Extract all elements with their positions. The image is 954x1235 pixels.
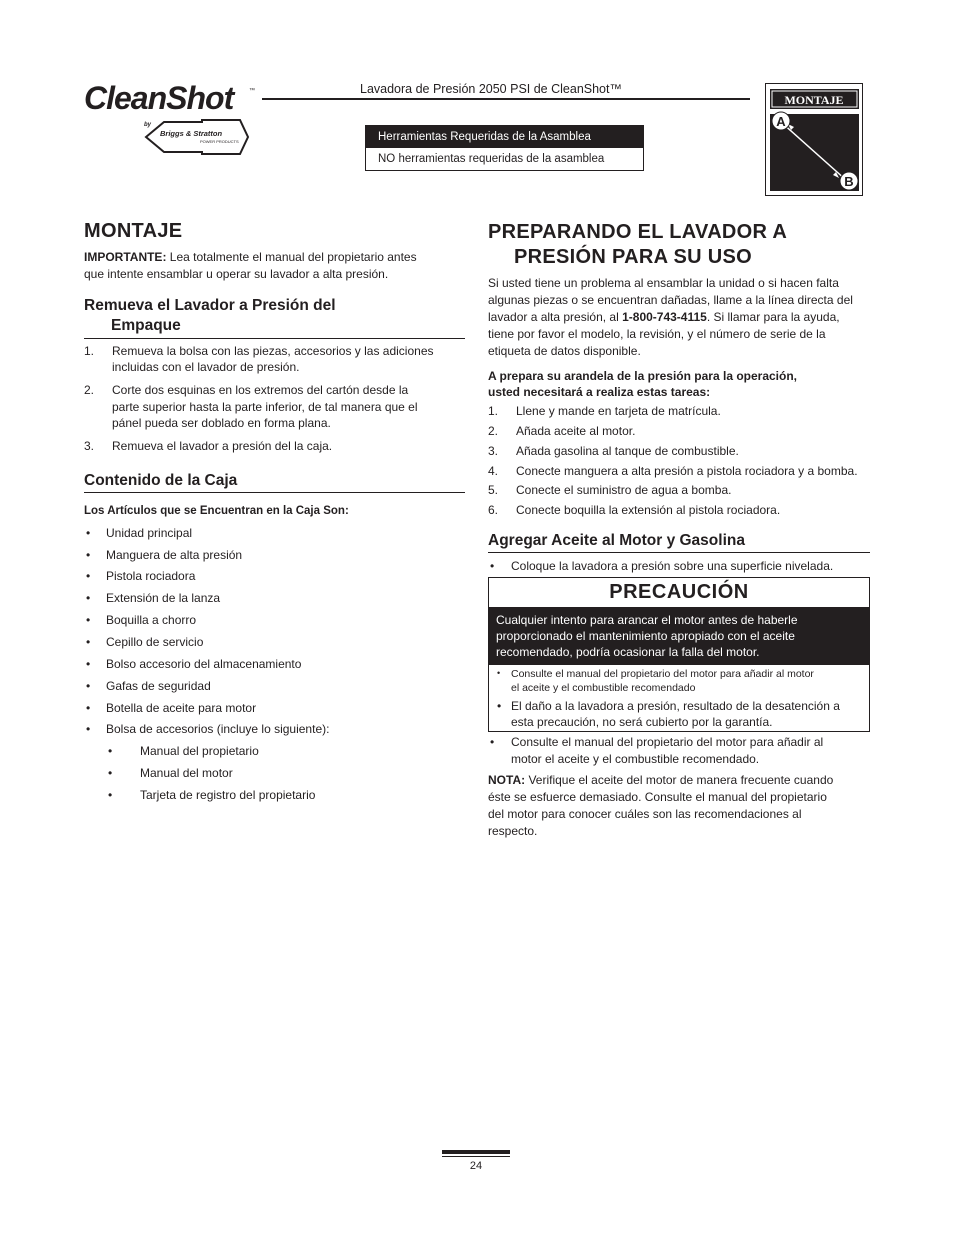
item-4: Extensión de la lanza (106, 591, 221, 605)
item-bullet: • (86, 569, 91, 583)
contents-heading-rule (84, 492, 465, 493)
caution-bullet-2-line-2: esta precaución, no será cubierto por la garantía. (511, 715, 773, 729)
caution-bullet-mark: • (497, 668, 501, 678)
important-label: IMPORTANTE: (84, 250, 167, 264)
point-b-label: B (844, 174, 854, 189)
after-bullet-mark: • (490, 735, 495, 749)
item-bullet: • (86, 526, 91, 540)
subitem-3: Tarjeta de registro del propietario (140, 788, 316, 802)
note-line-2: éste se esfuerce demasiado. Consulte el manual del propietario (488, 790, 827, 804)
contents-heading: Contenido de la Caja (84, 472, 238, 489)
note-text-1: Verifique el aceite del motor de manera frecuente cuando (525, 773, 834, 787)
caution-bullet-mark: • (497, 699, 502, 713)
step-2-line-2: parte superior hasta la parte inferior, de tal manera que el (112, 400, 418, 414)
item-bullet: • (86, 722, 91, 736)
item-3: Pistola rociadora (106, 569, 196, 583)
item-9: Botella de aceite para motor (106, 701, 257, 715)
oil-heading: Agregar Aceite al Motor y Gasolina (488, 532, 745, 549)
step-2-number: 2. (84, 383, 95, 397)
hotline-phone: 1-800-743-4115 (622, 310, 707, 324)
item-8: Gafas de seguridad (106, 679, 211, 693)
intro-line-3a: lavador a alta presión, al (488, 310, 623, 324)
point-a-label: A (776, 114, 786, 129)
montaje-label: MONTAJE (784, 93, 844, 107)
subitem-bullet: • (108, 744, 113, 758)
page-number: 24 (469, 1160, 483, 1172)
tools-heading: Herramientas Requeridas de la Asamblea (366, 126, 643, 148)
item-bullet: • (86, 657, 91, 671)
item-5: Boquilla a chorro (106, 613, 197, 627)
item-bullet: • (86, 635, 91, 649)
logo-trademark: ™ (249, 88, 255, 94)
oil-heading-rule (488, 552, 870, 553)
remove-heading-1: Remueva el Lavador a Presión del (84, 297, 336, 314)
footer-bar (442, 1150, 510, 1154)
tools-value: NO herramientas requeridas de la asamblea (378, 153, 605, 165)
cleanshot-logo: CleanShot (84, 80, 234, 116)
item-1: Unidad principal (106, 526, 193, 540)
item-bullet: • (86, 613, 91, 627)
subitem-1: Manual del propietario (140, 744, 259, 758)
step-3-line-1: Remueva el lavador a presión del la caja. (112, 439, 333, 453)
item-bullet: • (86, 701, 91, 715)
logo-brand-sub: POWER PRODUCTS (200, 139, 239, 144)
caution-bullet-1-line-2: el aceite y el combustible recomendado (511, 682, 696, 694)
step-1-line-1: Remueva la bolsa con las piezas, accesorios y las adiciones (112, 344, 434, 358)
important-text-2: que intente ensamblar u operar su lavador a alta presión. (84, 267, 389, 281)
caution-warning-band (489, 607, 869, 665)
item-2: Manguera de alta presión (106, 548, 243, 562)
important-note (84, 249, 464, 266)
header-title: Lavadora de Presión 2050 PSI de CleanShot™ (360, 82, 622, 96)
prep-bold-1: A prepara su arandela de la presión para la operación, (488, 369, 797, 383)
intro-line-3 (488, 309, 840, 326)
logo-brand: Briggs & Stratton (160, 129, 223, 138)
oil-bullet: Coloque la lavadora a presión sobre una superficie nivelada. (511, 559, 834, 573)
item-6: Cepillo de servicio (106, 635, 204, 649)
step-1-number: 1. (84, 344, 95, 358)
tools-required-box (365, 125, 644, 171)
task-6: Conecte boquilla la extensión al pistola rociadora. (516, 503, 781, 517)
intro-line-4: tiene por favor el modelo, la revisión, y el número de serie de la (488, 327, 826, 341)
step-2-line-3: pánel pueda ser doblado en forma plana. (112, 416, 331, 430)
caution-bullet-1-line-1: Consulte el manual del propietario del motor para añadir al motor (511, 668, 814, 680)
caution-line-3: recomendado, podría ocasionar la falla del motor. (496, 645, 760, 659)
remove-heading-2: Empaque (111, 317, 181, 334)
task-2-number: 2. (488, 424, 499, 438)
item-bullet: • (86, 548, 91, 562)
item-10: Bolsa de accesorios (incluye lo siguiente): (106, 722, 330, 736)
caution-title: PRECAUCIÓN (609, 581, 749, 603)
step-2-line-1: Corte dos esquinas en los extremos del cartón desde la (112, 383, 409, 397)
montaje-title: MONTAJE (84, 220, 183, 242)
note-label: NOTA: (488, 773, 526, 787)
important-text: Lea totalmente el manual del propietario antes (166, 250, 417, 264)
step-3-number: 3. (84, 439, 95, 453)
task-1: Llene y mande en tarjeta de matrícula. (516, 404, 721, 418)
item-bullet: • (86, 591, 91, 605)
task-3-number: 3. (488, 444, 499, 458)
caution-bullet-2-line-1: El daño a la lavadora a presión, resultado de la desatención a (511, 699, 840, 713)
montaje-diagram (765, 83, 863, 196)
task-3: Añada gasolina al tanque de combustible. (516, 444, 739, 458)
remove-heading-rule (84, 338, 465, 339)
header-rule (262, 98, 750, 100)
intro-line-1: Si usted tiene un problema al ensamblar la unidad o si hacen falta (488, 276, 839, 290)
assembly-icon (766, 84, 862, 195)
logo-by: by (144, 122, 152, 128)
intro-line-5: etiqueta de datos disponible. (488, 344, 641, 358)
task-1-number: 1. (488, 404, 499, 418)
task-4-number: 4. (488, 464, 499, 478)
after-bullet-line-1: Consulte el manual del propietario del motor para añadir al (511, 735, 824, 749)
intro-line-3b: . Si llamar para la ayuda, (706, 310, 840, 324)
task-4: Conecte manguera a alta presión a pistola rociadora y a bomba. (516, 464, 858, 478)
contents-intro: Los Artículos que se Encuentran en la Caja Son: (84, 505, 349, 517)
subitem-bullet: • (108, 766, 113, 780)
footer-rule (442, 1156, 510, 1157)
step-1-line-2: incluidas con el lavador de presión. (112, 360, 300, 374)
subitem-2: Manual del motor (140, 766, 233, 780)
note-line-1 (488, 772, 833, 789)
caution-line-2: proporcionado el mantenimiento apropiado con el aceite (496, 629, 795, 643)
task-5: Conecte el suministro de agua a bomba. (516, 483, 732, 497)
task-5-number: 5. (488, 483, 499, 497)
prep-title-1: PREPARANDO EL LAVADOR A (488, 221, 788, 243)
oil-bullet-mark: • (490, 559, 495, 573)
task-2: Añada aceite al motor. (516, 424, 636, 438)
briggs-stratton-logo (142, 118, 252, 156)
prep-title-2: PRESIÓN PARA SU USO (514, 246, 752, 268)
prep-bold-2: usted necesitará a realiza estas tareas: (488, 385, 711, 399)
caution-line-1: Cualquier intento para arancar el motor antes de haberle (496, 613, 798, 627)
note-line-3: del motor para conocer cuáles son las recomendaciones al (488, 807, 802, 821)
task-6-number: 6. (488, 503, 499, 517)
item-bullet: • (86, 679, 91, 693)
note-line-4: respecto. (488, 824, 538, 838)
item-7: Bolso accesorio del almacenamiento (106, 657, 302, 671)
after-bullet-line-2: motor el aceite y el combustible recomendado. (511, 752, 760, 766)
intro-line-2: algunas piezas o se encuentran dañadas, llame a la línea directa del (488, 293, 853, 307)
subitem-bullet: • (108, 788, 113, 802)
